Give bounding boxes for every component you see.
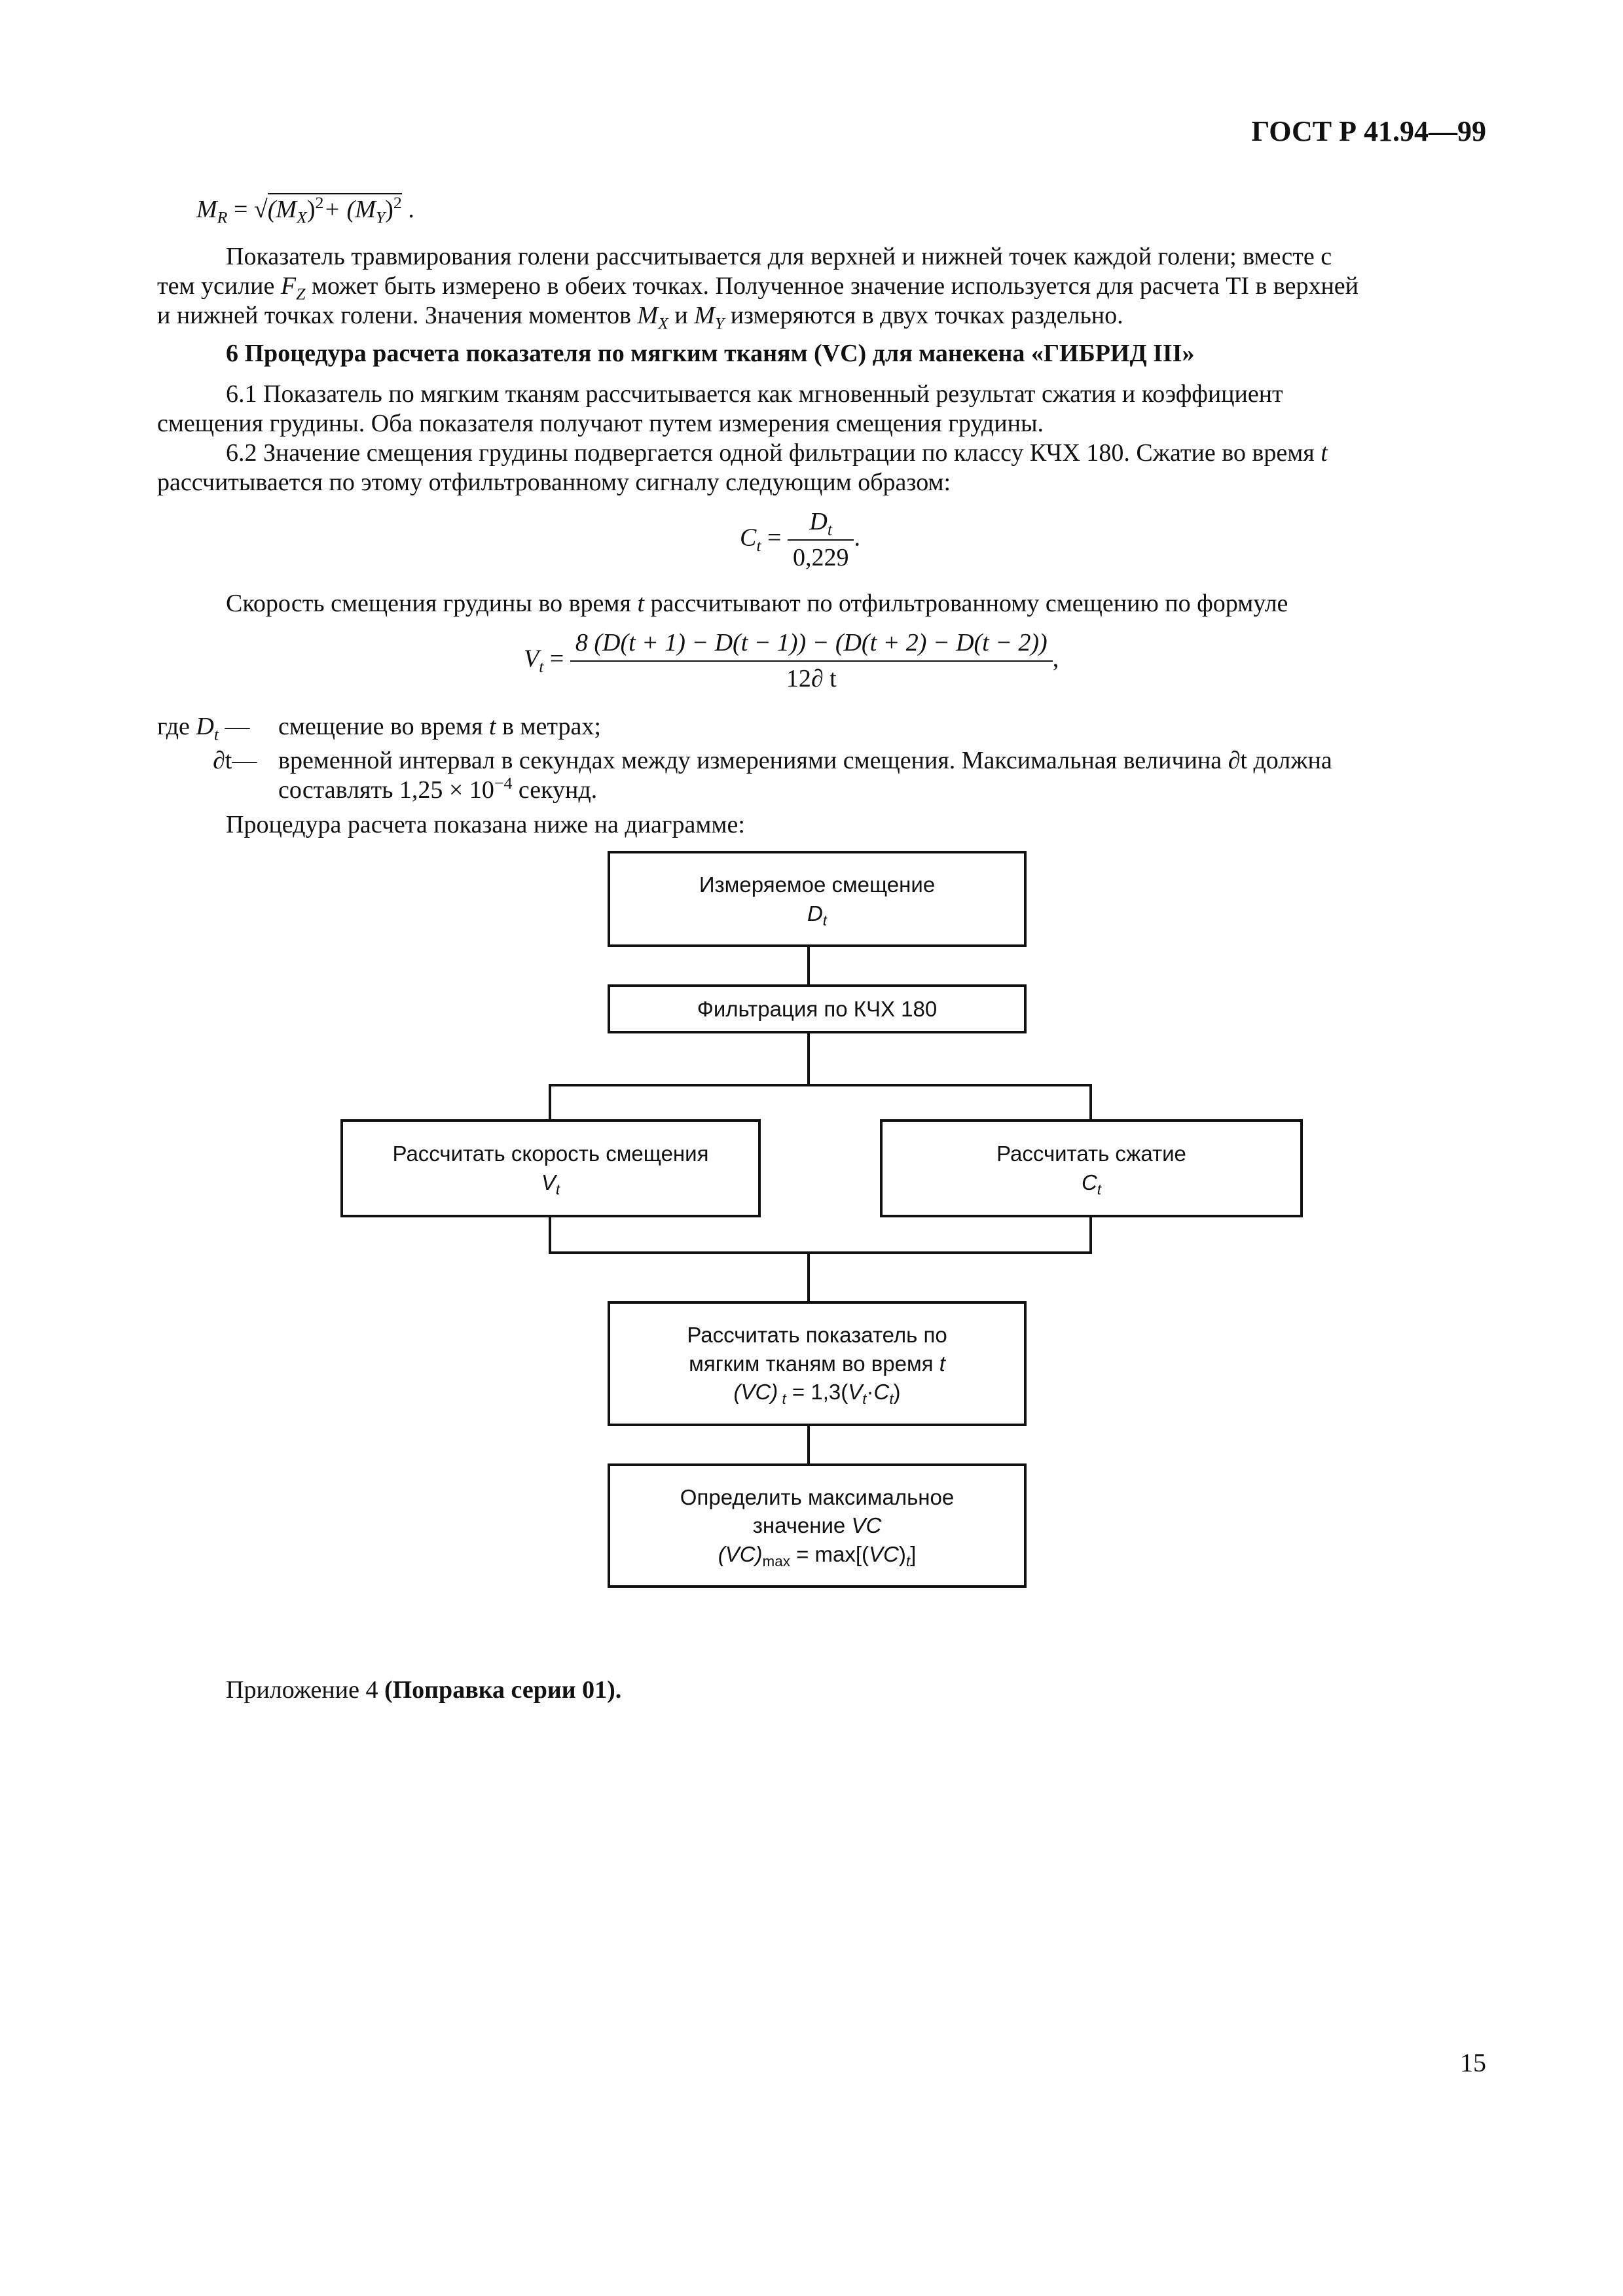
connector-1-2: [807, 944, 810, 987]
connector-5-6: [807, 1424, 810, 1466]
flowchart: [340, 851, 1309, 1597]
formula-ct: $C_t$ = $\frac{D_t}{0,229}$ .: [740, 508, 860, 571]
flow-box-calc-velocity: Рассчитать скорость смещения $V_t$: [340, 1119, 761, 1217]
paragraph-6-2: 6.2 Значение смещения грудины подвергается одной фильтрации по классу КЧХ 180. Сжатие во время t рассчитывается по этому отфильтрованному сигналу следующим образом:: [157, 439, 1328, 496]
paragraph-ti-line1: Показатель травмирования голени рассчитывается для верхней и нижней точек каждой голени; вместе с: [226, 243, 1332, 270]
flow-box-measured-displacement: Измеряемое смещение $D_t$: [608, 851, 1027, 947]
connector-split-horizontal: [549, 1084, 1092, 1086]
section-6-title: 6 Процедура расчета показателя по мягким тканям (VC) для манекена «ГИБРИД III»: [226, 340, 1195, 367]
flow-box-calc-compression: Рассчитать сжатие $C_t$: [880, 1119, 1303, 1217]
connector-split-left: [549, 1084, 551, 1122]
connector-split-right: [1089, 1084, 1092, 1122]
paragraph-ti-line2: тем усилие $F_Z$ может быть измерено в обеих точках. Полученное значение используется для расчета TI в верхней: [157, 272, 1359, 304]
connector-merge-horizontal: [549, 1251, 1092, 1254]
flow-box-filtering: Фильтрация по КЧХ 180: [608, 984, 1027, 1033]
formula-vt: $V_t$ = $\frac{8 (D(t + 1) - D(t - 1)) - (D(t + 2) - D(t - 2))}{12\partial t}$ ,: [524, 629, 1059, 692]
appendix-note: Приложение 4 (Поправка серии 01).: [226, 1676, 622, 1704]
flow-box-calc-vc: Рассчитать показатель по мягким тканям во время t (VC) $_t = 1,3(V_t\cdot C_t)$: [608, 1301, 1027, 1426]
paragraph-ti: [157, 242, 1486, 330]
paragraph-diagram-intro: Процедура расчета показана ниже на диаграмме:: [226, 811, 745, 838]
paragraph-6-1: 6.1 Показатель по мягким тканям рассчитывается как мгновенный результат сжатия и коэффициент смещения грудины. Оба показателя получают путем измерения смещения грудины.: [157, 380, 1283, 437]
paragraph-ti-line3: и нижней точках голени. Значения моментов $M_X$ и $M_Y$ измеряются в двух точках раздельно.: [157, 301, 1123, 332]
flow-box-max-vc: Определить максимальное значение VC $(VC)_{max} = \max[(VC)_t]$: [608, 1463, 1027, 1588]
connector-merge-5: [807, 1251, 810, 1304]
paragraph-speed: Скорость смещения грудины во время t рассчитывают по отфильтрованному смещению по формуле: [226, 590, 1288, 617]
document-header: ГОСТ Р 41.94—99: [1251, 115, 1486, 147]
where-block: где $D_t$ — смещение во время t в метрах; ∂t— временной интервал в секундах между измерениями смещения. Максимальная величина ∂t должна составлять $1,25 \times 10^{-4}$ секунд.: [157, 713, 1332, 804]
connector-merge-left: [549, 1215, 551, 1254]
formula-mr: $M_R = √(M_X)^2+ (M_Y)^2$ .: [196, 192, 414, 227]
page-number: 15: [1460, 2048, 1486, 2077]
connector-2-split: [807, 1031, 810, 1086]
connector-merge-right: [1089, 1215, 1092, 1254]
